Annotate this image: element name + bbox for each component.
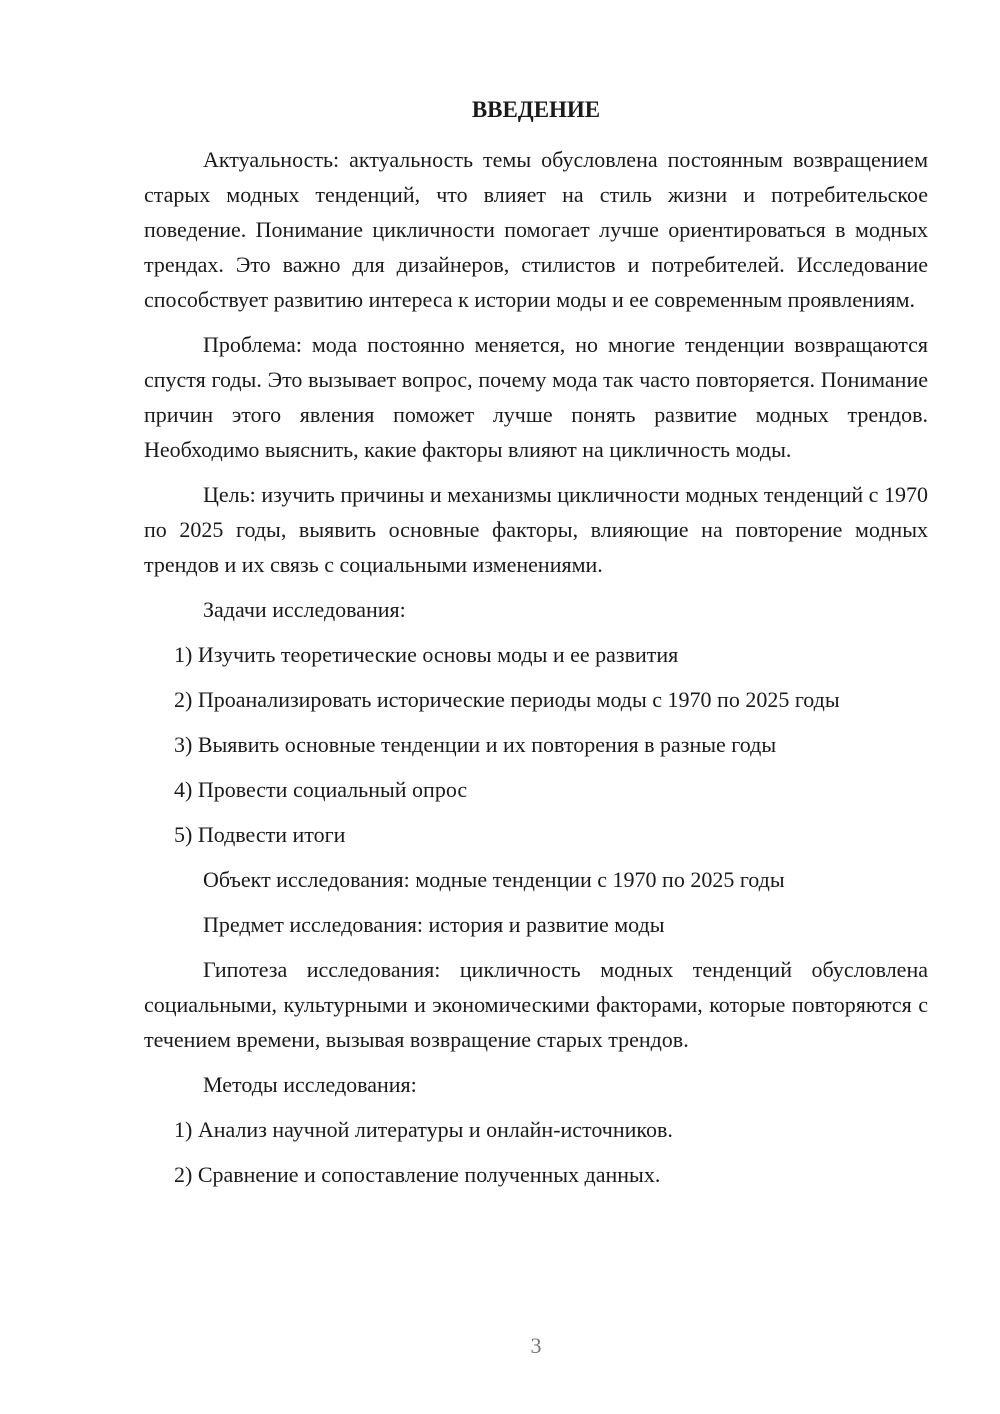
task-item: 1) Изучить теоретические основы моды и ее развития <box>174 642 679 667</box>
page-number: 3 <box>530 1333 542 1358</box>
tasks-label: Задачи исследования: <box>203 597 406 622</box>
methods-label: Методы исследования: <box>203 1072 417 1097</box>
tasks-list <box>144 637 928 852</box>
methods-list <box>144 1112 928 1192</box>
problem-paragraph: Проблема: мода постоянно меняется, но многие тенденции возвращаются спустя годы. Это вызывает вопрос, почему мода так часто повторяется. Понимание причин этого явления поможет лучше понять развитие модных трендов. Необходимо выяснить, какие факторы влияют на цикличность моды. <box>144 332 928 462</box>
task-item: 4) Провести социальный опрос <box>174 777 468 802</box>
subject-paragraph: Предмет исследования: история и развитие моды <box>203 912 665 937</box>
section-heading: ВВЕДЕНИЕ <box>471 97 601 122</box>
task-item: 3) Выявить основные тенденции и их повторения в разные годы <box>174 732 777 757</box>
method-item: 2) Сравнение и сопоставление полученных данных. <box>174 1162 661 1187</box>
task-item: 5) Подвести итоги <box>174 822 346 847</box>
hypothesis-paragraph: Гипотеза исследования: цикличность модных тенденций обусловлена социальными, культурными и экономическими факторами, которые повторяются с течением времени, вызывая возвращение старых трендов. <box>144 957 928 1052</box>
goal-paragraph: Цель: изучить причины и механизмы цикличности модных тенденций с 1970 по 2025 годы, выявить основные факторы, влияющие на повторение модных трендов и их связь с социальными изменениями. <box>144 482 928 577</box>
document-page <box>144 92 928 1202</box>
object-paragraph: Объект исследования: модные тенденции с 1970 по 2025 годы <box>203 867 785 892</box>
method-item: 1) Анализ научной литературы и онлайн-источников. <box>174 1117 673 1142</box>
relevance-paragraph: Актуальность: актуальность темы обусловлена постоянным возвращением старых модных тенденций, что влияет на стиль жизни и потребительское поведение. Понимание цикличности помогает лучше ориентироваться в модных трендах. Это важно для дизайнеров, стилистов и потребителей. Исследование способствует развитию интереса к истории моды и ее современным проявлениям. <box>144 147 928 312</box>
task-item: 2) Проанализировать исторические периоды моды с 1970 по 2025 годы <box>174 687 840 712</box>
